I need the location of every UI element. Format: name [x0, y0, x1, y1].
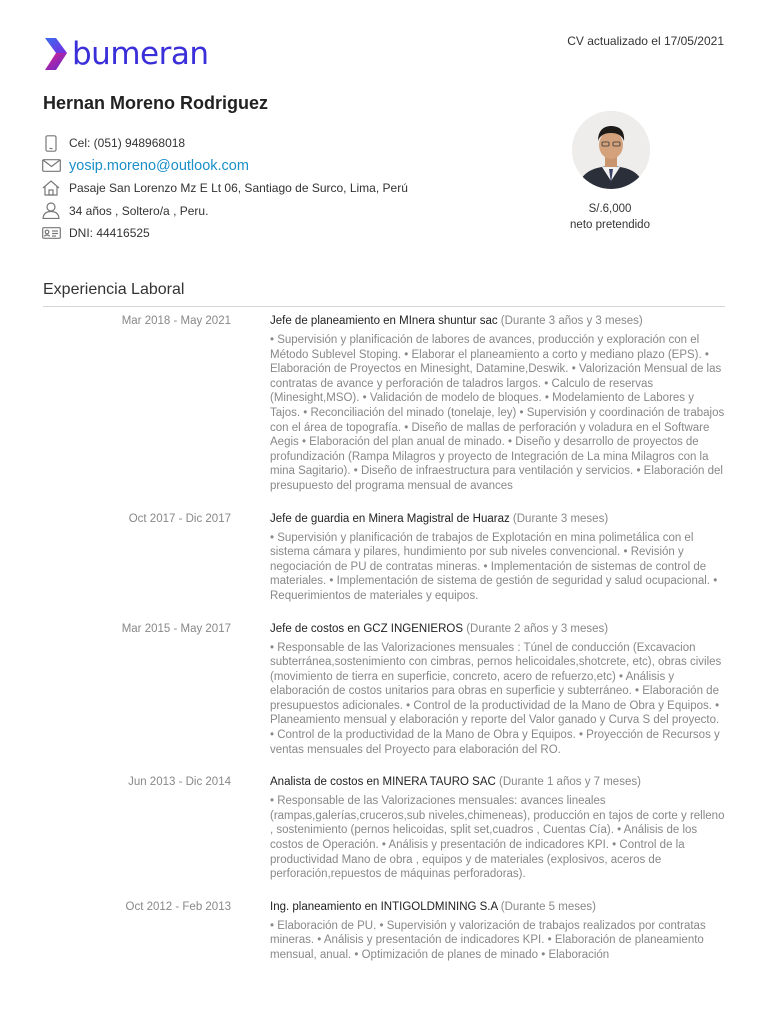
experience-title: Jefe de guardia en Minera Magistral de Huaraz — [270, 512, 510, 525]
experience-dates: Oct 2017 - Dic 2017 — [128, 512, 231, 525]
contact-personal-info: 34 años , Soltero/a , Peru. — [69, 203, 209, 218]
experience-description: • Elaboración de PU. • Supervisión y valorización de trabajos realizados por contratas mineras. • Análisis y presentación de indicadores KPI. • Elaboración de planeamiento mensual, anual. • Optimización de planes de minado • Elaboración — [270, 919, 706, 961]
experience-item — [0, 900, 768, 963]
contact-address-row — [41, 177, 408, 200]
experience-body — [270, 512, 726, 604]
phone-icon — [41, 134, 61, 152]
candidate-name: Hernan Moreno Rodriguez — [43, 93, 269, 113]
experience-dates: Mar 2018 - May 2021 — [121, 315, 231, 327]
bumeran-logo[interactable] — [42, 34, 208, 74]
section-divider — [43, 306, 725, 307]
user-icon — [41, 202, 61, 220]
experience-item — [0, 622, 768, 758]
experience-description: • Responsable de las Valorizaciones mensuales : Túnel de conducción (Excavacion subterránea,sostenimiento con cimbras, pernos helicoidales,shotcrete, etc), obras civiles (movimiento de tierra en superficie, concreto, acero de refuerzo,etc) • Análisis y elaboración de costos unitarios para obras en superficie y subterráneo. • Elaboración de presupuestos adicionales. • Control de la productividad de la Mano de Obra y Equipos. • Planeamiento mensual y elaboración y reporte del Valor ganado y Curva S del proyecto. • Control de la productividad de la Mano de Obra y Equipos. • Proyección de Recursos y ventas mensuales del Proyecto para elaboración del RO. — [270, 641, 722, 756]
home-icon — [41, 179, 61, 197]
cv-updated-date: CV actualizado el 17/05/2021 — [567, 34, 724, 48]
salary-expectation — [540, 201, 680, 233]
contact-dni-row — [41, 222, 408, 245]
bumeran-logo-text: bumeran — [72, 36, 209, 72]
contact-email-row — [41, 155, 408, 178]
profile-photo — [572, 111, 650, 189]
experience-body — [270, 314, 726, 494]
experience-title: Jefe de planeamiento en MInera shuntur sac — [270, 315, 498, 327]
experience-header — [270, 900, 726, 915]
experience-duration: (Durante 3 meses) — [512, 512, 609, 525]
experience-dates: Mar 2015 - May 2017 — [121, 622, 231, 635]
experience-section-title: Experiencia Laboral — [43, 281, 185, 298]
experience-header — [270, 512, 726, 527]
experience-header — [270, 775, 726, 790]
experience-description: • Responsable de las Valorizaciones mensuales: avances lineales (rampas,galerías,cruceros,sub niveles,chimeneas), producción en tajos de corte y relleno , sostenimiento (pernos helicoidas, split set,cuadros , Cuentas Cía). • Análisis de los costos de Operación. • Análisis y presentación de indicadores KPI. • Control de la productividad Mano de obra , equipos y de materiales (explosivos, aceros de perforación,repuestos de máquinas perforadoras). — [270, 795, 725, 881]
experience-list — [0, 314, 768, 981]
experience-body — [270, 775, 726, 882]
experience-duration: (Durante 1 años y 7 meses) — [499, 776, 641, 789]
bumeran-logo-mark — [42, 34, 70, 74]
experience-duration: (Durante 2 años y 3 meses) — [466, 622, 609, 635]
contact-email-link[interactable]: yosip.moreno@outlook.com — [69, 157, 249, 174]
experience-header — [270, 314, 726, 329]
experience-dates: Jun 2013 - Dic 2014 — [128, 776, 231, 789]
contact-phone-row — [41, 132, 408, 155]
mail-icon — [41, 157, 61, 175]
experience-dates: Oct 2012 - Feb 2013 — [125, 900, 231, 913]
contact-info — [41, 132, 408, 245]
experience-item — [0, 512, 768, 604]
experience-duration: (Durante 5 meses) — [500, 900, 596, 913]
experience-description: • Supervisión y planificación de trabajos de Explotación en mina polimetálica con el sistema cámara y pilares, hundimiento por sub niveles convencional. • Revisión y negociación de PU de contratas mineras. • Implementación de sistemas de control de materiales. • Implementación de sistema de gestión de seguridad y salud ocupacional. • Requerimientos de materiales y equipos. — [270, 531, 718, 602]
experience-item — [0, 775, 768, 882]
id-card-icon — [41, 224, 61, 242]
experience-title: Analista de costos en MINERA TAURO SAC — [270, 776, 496, 789]
experience-title: Jefe de costos en GCZ INGENIEROS — [270, 622, 464, 635]
experience-body — [270, 900, 726, 963]
contact-info-row — [41, 200, 408, 223]
experience-header — [270, 622, 726, 637]
contact-address: Pasaje San Lorenzo Mz E Lt 06, Santiago de Surco, Lima, Perú — [69, 181, 408, 196]
contact-dni: DNI: 44416525 — [69, 226, 150, 241]
experience-body — [270, 622, 726, 758]
experience-description: • Supervisión y planificación de labores de avances, producción y exploración con el Método Sublevel Stoping. • Elaborar el planeamiento a corto y mediano plazo (EPS). • Elaboración de Proyectos en Minesight, Datamine,Deswik. • Valorización Mensual de las contratas de avance y perforación de taladros largos. • Calculo de reservas (Minesight,MSO). • Validación de modelo de bloques. • Modelamiento de Labores y Tajos. • Reconciliación del minado (tonelaje, ley) • Supervisión y coordinación de trabajos con el área de topografía. • Diseño de mallas de perforación y voladura en el Software Aegis • Elaboración del plan anual de minado. • Diseño y desarrollo de proyectos de profundización (Rampa Milagros y proyecto de Integración de La mina Milagros con la mina Sagitario). • Diseño de infraestructura para ventilación y servicios. • Elaboración del presupuesto del programa mensual de avances — [270, 334, 725, 492]
experience-duration: (Durante 3 años y 3 meses) — [500, 315, 643, 327]
experience-item — [0, 314, 768, 494]
salary-label: neto pretendido — [570, 219, 650, 231]
contact-phone: Cel: (051) 948968018 — [69, 136, 186, 151]
salary-amount: S/.6,000 — [588, 203, 632, 215]
experience-title: Ing. planeamiento en INTIGOLDMINING S.A — [270, 900, 498, 913]
